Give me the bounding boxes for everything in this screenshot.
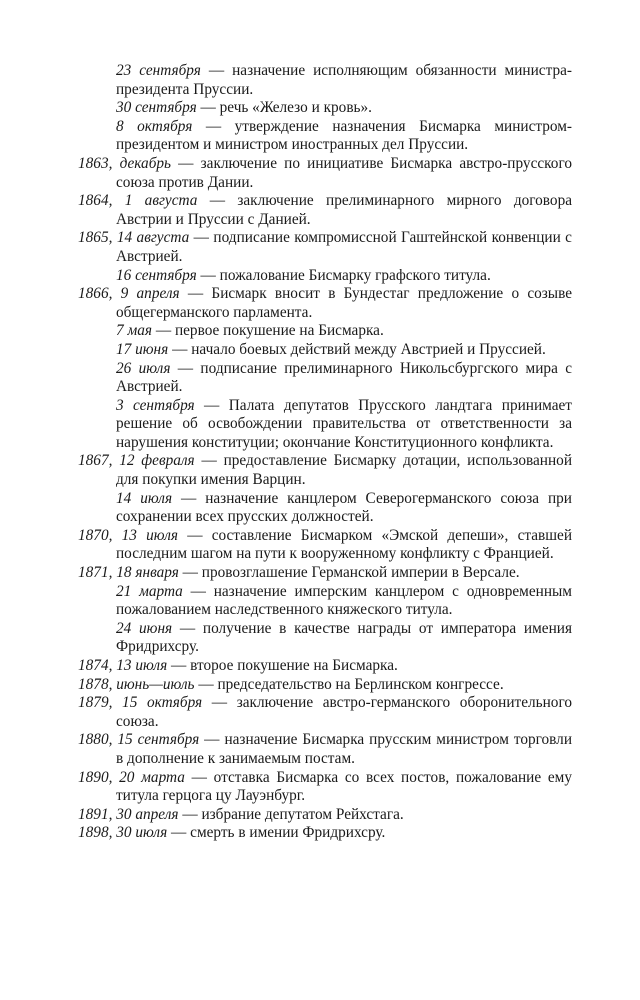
entry-text: — речь «Железо и кровь». xyxy=(196,99,372,117)
chronology-entry xyxy=(78,322,572,341)
entry-date: 14 июля xyxy=(116,489,173,507)
entry-date: 8 октября xyxy=(116,117,193,135)
chronology-entry xyxy=(78,360,572,397)
entry-date: 21 марта xyxy=(116,582,183,600)
chronology-entry xyxy=(78,806,572,825)
chronology-entry xyxy=(78,341,572,360)
entry-text: — назначение канцлером Северогерманского союза при сохранении всех прусских должностей. xyxy=(116,489,572,526)
entry-date: 1864, 1 августа xyxy=(78,192,198,210)
entry-date: 30 сентября xyxy=(116,99,197,117)
entry-text: — утверждение назначения Бисмарка министром-президентом и министром иностранных дел Пруссии. xyxy=(116,117,573,154)
chronology-entry xyxy=(78,620,572,657)
chronology-entry xyxy=(78,564,572,583)
chronology-entry xyxy=(78,62,572,99)
entry-text: — назначение Бисмарка прусским министром торговли в дополнение к занимаемым постам. xyxy=(116,731,572,767)
entry-text: — провозглашение Германской империи в Версале. xyxy=(178,564,520,582)
entry-text: — пожалование Бисмарку графского титула. xyxy=(196,266,491,284)
entry-date: 1866, 9 апреля xyxy=(78,285,180,303)
entry-text: — первое покушение на Бисмарка. xyxy=(152,322,384,340)
entry-text: — подписание прелиминарного Никольсбургского мира с Австрией. xyxy=(116,359,572,396)
entry-date: 1870, 13 июля xyxy=(78,526,178,544)
entry-date: 1863, декабрь xyxy=(78,154,172,172)
entry-date: 26 июля xyxy=(116,359,171,377)
chronology-entry xyxy=(78,694,572,731)
entry-date: 24 июня xyxy=(116,619,173,637)
entry-text: — второе покушение на Бисмарка. xyxy=(167,657,398,674)
entry-date: 1880, 15 сентября xyxy=(78,731,200,749)
chronology-entry xyxy=(78,397,572,453)
entry-text: — заключение по инициативе Бисмарка австро-прусского союза против Дании. xyxy=(116,154,572,191)
entry-date: 1871, 18 января xyxy=(78,564,179,582)
chronology-entry xyxy=(78,676,572,695)
chronology-entry xyxy=(78,657,572,676)
chronology-entry xyxy=(78,527,572,564)
chronology-entry xyxy=(78,490,572,527)
entry-text: — председательство на Берлинском конгрессе. xyxy=(194,675,504,693)
entry-date: 17 июня xyxy=(116,340,169,358)
entry-date: 1874, 13 июля xyxy=(78,657,168,674)
chronology-entry xyxy=(78,583,572,620)
chronology-entry xyxy=(78,229,572,266)
entry-date: 1879, 15 октября xyxy=(78,694,203,712)
entry-date: 7 мая xyxy=(116,322,152,340)
chronology-entry xyxy=(78,267,572,286)
entry-date: 1878, июнь—июль xyxy=(78,675,195,693)
entry-text: — отставка Бисмарка со всех постов, пожалование ему титула герцога цу Лауэнбург. xyxy=(116,768,573,805)
entry-date: 16 сентября xyxy=(116,266,197,284)
entry-text: — составление Бисмарком «Эмской депеши», ставшей последним шагом на пути к вооруженному конфликту с Францией. xyxy=(116,526,573,563)
entry-text: — заключение прелиминарного мирного договора Австрии и Пруссии с Данией. xyxy=(116,192,573,228)
entry-date: 3 сентября xyxy=(116,396,195,414)
chronology-entry xyxy=(78,824,572,843)
chronology-page xyxy=(78,62,572,843)
entry-text: — предоставление Бисмарку дотации, использованной для покупки имения Варцин. xyxy=(116,452,572,489)
entry-text: — Бисмарк вносит в Бундестаг предложение о созыве общегерманского парламента. xyxy=(116,285,572,321)
entry-text: — смерть в имении Фридрихсру. xyxy=(167,824,386,842)
entry-text: — Палата депутатов Прусского ландтага принимает решение об освобождении правительства от ответственности за нарушения конституции; окончание Конституционного конфликта. xyxy=(116,396,572,451)
chronology-entry xyxy=(78,769,572,806)
entry-date: 1890, 20 марта xyxy=(78,768,185,786)
chronology-entry xyxy=(78,118,572,155)
entry-text: — назначение исполняющим обязанности министра-президента Пруссии. xyxy=(116,62,572,98)
entry-date: 1867, 12 февраля xyxy=(78,452,195,470)
entry-text: — получение в качестве награды от императора имения Фридрихсру. xyxy=(116,619,572,656)
entry-date: 1891, 30 апреля xyxy=(78,805,179,823)
chronology-entry xyxy=(78,192,572,229)
entry-text: — начало боевых действий между Австрией и Пруссией. xyxy=(168,340,546,358)
chronology-entry xyxy=(78,99,572,118)
entry-text: — заключение австро-германского оборонительного союза. xyxy=(116,694,572,730)
entry-text: — подписание компромиссной Гаштейнской конвенции с Австрией. xyxy=(116,229,572,265)
entry-text: — избрание депутатом Рейхстага. xyxy=(178,805,404,823)
entry-date: 1898, 30 июля xyxy=(78,824,168,842)
chronology-entry xyxy=(78,155,572,192)
chronology-entry xyxy=(78,731,572,768)
entry-date: 1865, 14 августа xyxy=(78,229,190,247)
chronology-entry xyxy=(78,452,572,489)
entry-date: 23 сентября xyxy=(116,62,201,79)
entry-text: — назначение имперским канцлером с одновременным пожалованием наследственного княжеского титула. xyxy=(116,582,572,619)
chronology-entry xyxy=(78,285,572,322)
